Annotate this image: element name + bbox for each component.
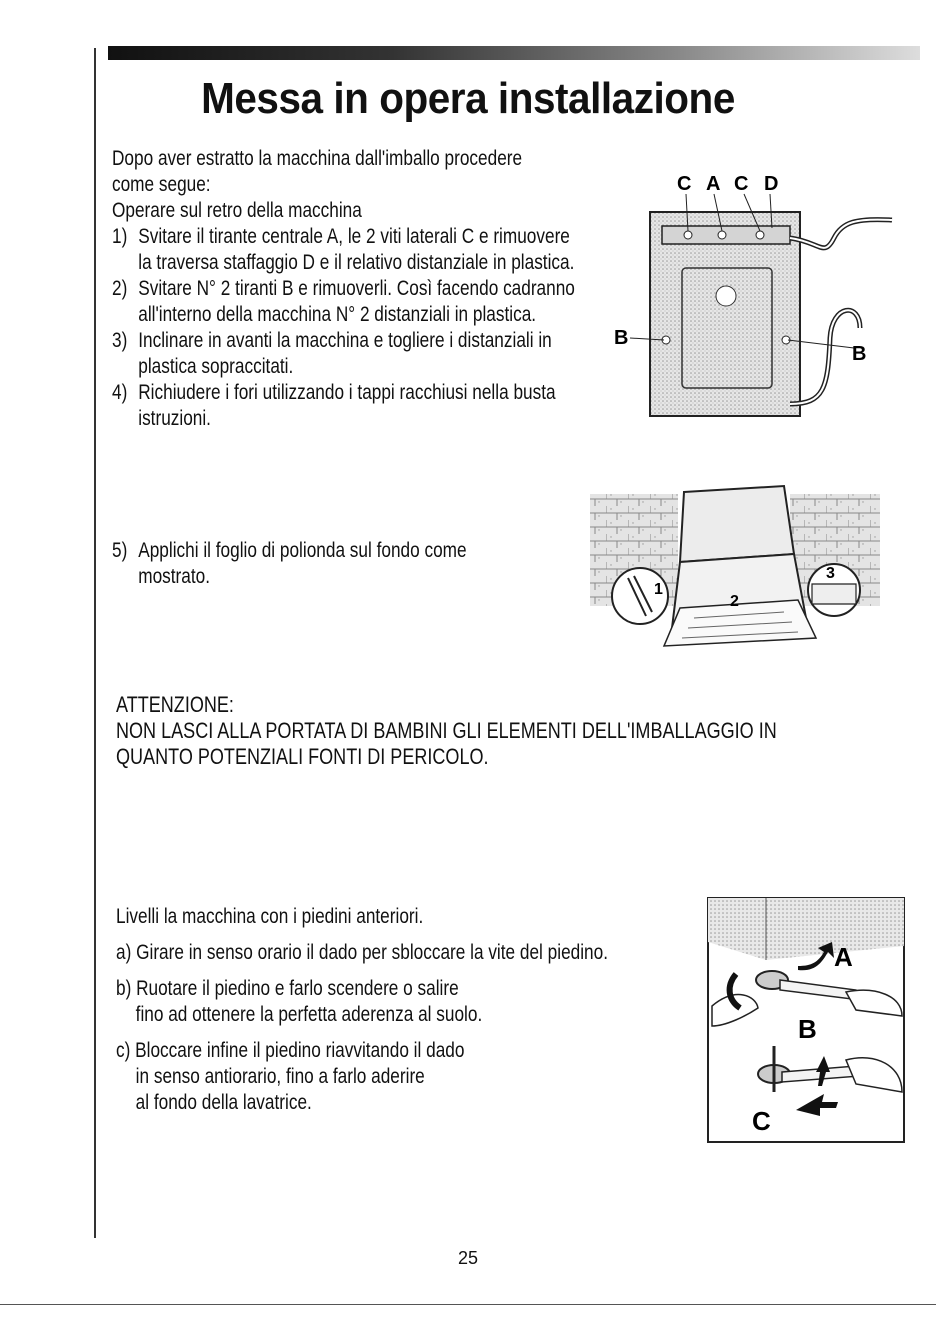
leveling-step-a: a) Girare in senso orario il dado per sbloccare la vite del piedino.	[116, 941, 608, 964]
step-label-1: 1	[654, 581, 663, 598]
label-c: C	[677, 173, 692, 195]
screw-c-right	[756, 231, 764, 239]
inlet-hose	[790, 220, 892, 248]
step-number: 2)	[112, 277, 128, 300]
leveling-step-c: c) Bloccare infine il piedino riavvitando il dado	[116, 1039, 465, 1062]
center-hole	[716, 286, 736, 306]
step-number: 3)	[112, 329, 128, 352]
step-item	[112, 276, 588, 328]
leveling-intro: Livelli la macchina con i piedini anteriori.	[116, 905, 424, 928]
step-text: Svitare il tirante centrale A, le 2 viti laterali C e rimuovere la traversa staffaggio D e il relativo distanziale in plastica.	[138, 225, 575, 274]
step-number: 1)	[112, 225, 128, 248]
step-5-block	[112, 538, 506, 590]
step-item	[112, 380, 588, 432]
label-b: B	[798, 1014, 817, 1044]
polionda-sheet	[664, 600, 816, 646]
warning-line: QUANTO POTENZIALI FONTI DI PERICOLO.	[116, 744, 489, 769]
step-text: Inclinare in avanti la macchina e togliere i distanziali in plastica sopraccitati.	[138, 329, 552, 378]
warning-heading: ATTENZIONE:	[116, 692, 234, 717]
intro-line: Operare sul retro della macchina	[112, 199, 362, 222]
warning-block	[116, 692, 777, 770]
bottom-rule	[0, 1304, 936, 1305]
step-item	[112, 224, 588, 276]
step-label-2: 2	[730, 593, 739, 610]
step-text: Svitare N° 2 tiranti B e rimuoverli. Così facendo cadranno all'interno della macchina N° 2 distanziali in plastica.	[138, 277, 575, 326]
header-bar	[108, 46, 920, 60]
label-c: C	[734, 173, 749, 195]
instructions-block	[112, 146, 588, 432]
page-number: 25	[457, 1248, 479, 1268]
intro-line: come segue:	[112, 173, 211, 196]
page-frame-line	[94, 48, 96, 1238]
step-item	[112, 538, 506, 590]
rear-panel-illustration	[610, 168, 900, 422]
screw-a-center	[718, 231, 726, 239]
label-b-left: B	[614, 327, 629, 349]
step-item	[112, 328, 588, 380]
leveling-block	[116, 904, 608, 1116]
detail-3-panel	[812, 584, 856, 604]
step-number: 4)	[112, 381, 128, 404]
step-text: Richiudere i fori utilizzando i tappi racchiusi nella busta istruzioni.	[138, 381, 556, 430]
page-title: Messa in opera installazione	[201, 74, 735, 123]
step-text: Applichi il foglio di polionda sul fondo come mostrato.	[138, 539, 467, 588]
label-c: C	[752, 1106, 771, 1136]
warning-line: NON LASCI ALLA PORTATA DI BAMBINI GLI ELEMENTI DELL'IMBALLAGGIO IN	[116, 718, 777, 743]
bottom-sheet-illustration	[584, 478, 884, 654]
leveling-step-b-cont: fino ad ottenere la perfetta aderenza al suolo.	[135, 1003, 483, 1026]
intro-line: Dopo aver estratto la macchina dall'imballo procedere	[112, 147, 523, 170]
label-b-right: B	[852, 343, 867, 365]
label-a: A	[834, 942, 853, 972]
leveling-step-b: b) Ruotare il piedino e farlo scendere o salire	[116, 977, 459, 1000]
label-a: A	[706, 173, 721, 195]
leveling-step-c-cont: al fondo della lavatrice.	[135, 1091, 312, 1114]
step-number: 5)	[112, 539, 128, 562]
screw-c-left	[684, 231, 692, 239]
label-d: D	[764, 173, 779, 195]
leveling-feet-illustration	[706, 896, 906, 1144]
step-label-3: 3	[826, 565, 835, 582]
leveling-step-c-cont: in senso antiorario, fino a farlo aderire	[135, 1065, 425, 1088]
machine-tilted-top	[680, 486, 794, 562]
